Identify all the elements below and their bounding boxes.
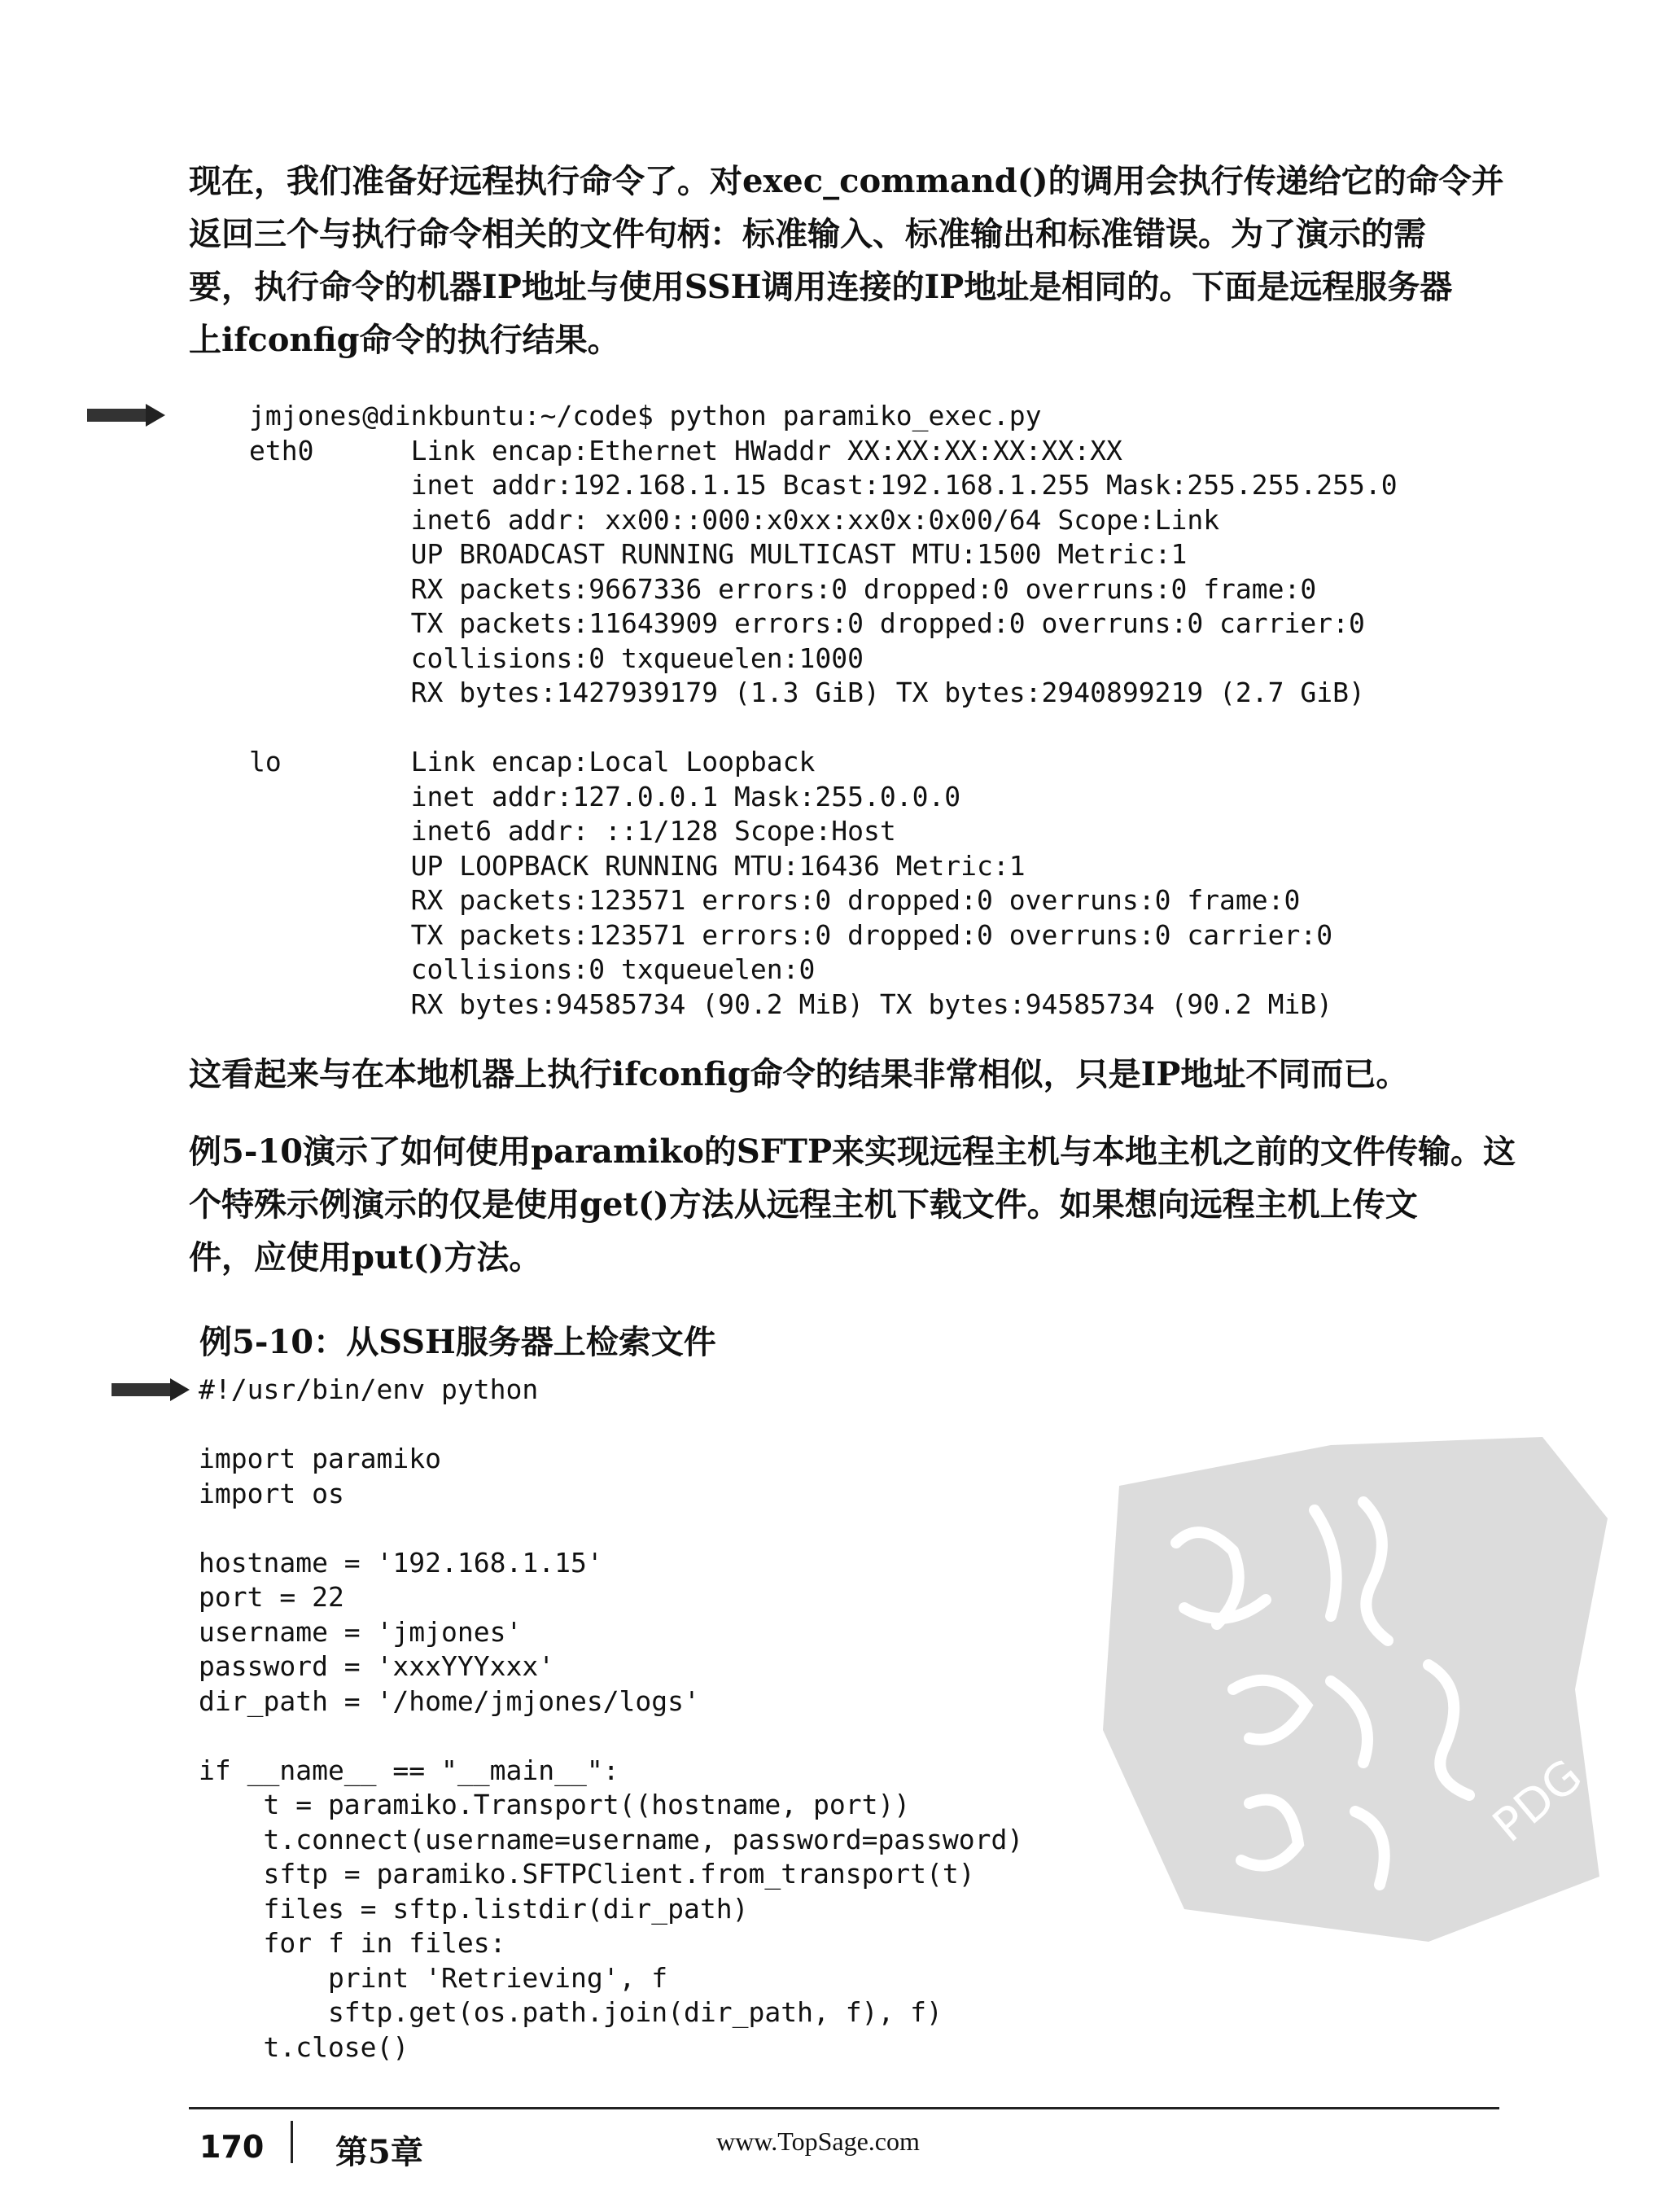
text-line: RX packets:123571 errors:0 dropped:0 overruns:0 frame:0 — [249, 884, 1301, 916]
page-number: 170 — [199, 2129, 265, 2165]
sftp-paragraph — [189, 1125, 1516, 1284]
text-line: 上ifconfig命令的执行结果。 — [189, 321, 620, 359]
text-line — [199, 1719, 1023, 1754]
watermark-text: PDG — [1483, 1749, 1593, 1853]
text-line: RX bytes:94585734 (90.2 MiB) TX bytes:94585734 (90.2 MiB) — [249, 988, 1333, 1020]
comparison-paragraph — [189, 1048, 1491, 1101]
text-line: if __name__ == "__main__": — [199, 1754, 619, 1786]
text-line: lo Link encap:Local Loopback — [249, 746, 816, 777]
text-line: 现在，我们准备好远程执行命令了。对exec_command()的调用会执行传递给它的命令并 — [189, 162, 1504, 200]
text-line: inet addr:192.168.1.15 Bcast:192.168.1.255 Mask:255.255.255.0 — [249, 469, 1398, 501]
text-line: jmjones@dinkbuntu:~/code$ python paramiko_exec.py — [249, 400, 1042, 431]
text-line: collisions:0 txqueuelen:1000 — [249, 642, 864, 674]
text-line — [199, 1408, 1023, 1443]
text-line: 这看起来与在本地机器上执行ifconfig命令的结果非常相似，只是IP地址不同而已。 — [189, 1055, 1409, 1093]
ifconfig-output-listing — [249, 399, 1398, 1022]
text-line — [249, 711, 1398, 746]
text-line — [199, 1511, 1023, 1546]
text-line: import os — [199, 1477, 344, 1509]
text-line: for f in files: — [199, 1927, 506, 1959]
text-line: UP BROADCAST RUNNING MULTICAST MTU:1500 Metric:1 — [249, 538, 1188, 570]
footer-rule — [189, 2107, 1499, 2109]
text-line: RX packets:9667336 errors:0 dropped:0 overruns:0 frame:0 — [249, 572, 1317, 605]
text-line: inet6 addr: ::1/128 Scope:Host — [249, 815, 896, 847]
text-line: password = 'xxxYYYxxx' — [199, 1650, 555, 1682]
text-line: eth0 Link encap:Ethernet HWaddr XX:XX:XX:XX:XX:XX — [249, 434, 1122, 466]
example-caption: 例5-10：从SSH服务器上检索文件 — [199, 1323, 716, 1361]
text-line: dir_path = '/home/jmjones/logs' — [199, 1684, 700, 1717]
example-code-listing — [199, 1373, 1023, 2065]
text-line: 件，应使用put()方法。 — [189, 1238, 542, 1277]
footer-separator — [291, 2121, 293, 2163]
text-line: hostname = '192.168.1.15' — [199, 1546, 603, 1579]
text-line: inet6 addr: xx00::000:x0xx:xx0x:0x00/64 Scope:Link — [249, 503, 1220, 536]
text-line: 要，执行命令的机器IP地址与使用SSH调用连接的IP地址是相同的。下面是远程服务器 — [189, 268, 1453, 306]
text-line: port = 22 — [199, 1581, 344, 1613]
text-line: inet addr:127.0.0.1 Mask:255.0.0.0 — [249, 780, 961, 813]
watermark-stamp — [1087, 1421, 1624, 1950]
text-line: print 'Retrieving', f — [199, 1961, 668, 1994]
text-line: sftp.get(os.path.join(dir_path, f), f) — [199, 1996, 943, 2028]
text-line: 返回三个与执行命令相关的文件句柄：标准输入、标准输出和标准错误。为了演示的需 — [189, 215, 1426, 253]
text-line: t.close() — [199, 2030, 409, 2063]
footer-url: www.TopSage.com — [716, 2127, 920, 2156]
text-line: UP LOOPBACK RUNNING MTU:16436 Metric:1 — [249, 849, 1026, 882]
text-line: import paramiko — [199, 1443, 442, 1474]
text-line: 例5-10演示了如何使用paramiko的SFTP来实现远程主机与本地主机之前的文件传输。这 — [189, 1132, 1516, 1171]
text-line: username = 'jmjones' — [199, 1615, 523, 1648]
text-line: sftp = paramiko.SFTPClient.from_transport(t) — [199, 1858, 975, 1890]
arrow-right-icon — [85, 403, 167, 427]
text-line: TX packets:123571 errors:0 dropped:0 overruns:0 carrier:0 — [249, 918, 1333, 951]
text-line: RX bytes:1427939179 (1.3 GiB) TX bytes:2940899219 (2.7 GiB) — [249, 677, 1365, 708]
text-line: files = sftp.listdir(dir_path) — [199, 1892, 749, 1925]
arrow-right-icon — [110, 1378, 191, 1402]
text-line: t.connect(username=username, password=password) — [199, 1823, 1024, 1855]
text-line: t = paramiko.Transport((hostname, port)) — [199, 1789, 911, 1820]
text-line: TX packets:11643909 errors:0 dropped:0 overruns:0 carrier:0 — [249, 607, 1365, 639]
text-line: 个特殊示例演示的仅是使用get()方法从远程主机下载文件。如果想向远程主机上传文 — [189, 1185, 1418, 1224]
intro-paragraph — [189, 155, 1504, 366]
text-line: collisions:0 txqueuelen:0 — [249, 953, 816, 985]
text-line: #!/usr/bin/env python — [199, 1373, 539, 1405]
chapter-label: 第5章 — [335, 2133, 423, 2171]
